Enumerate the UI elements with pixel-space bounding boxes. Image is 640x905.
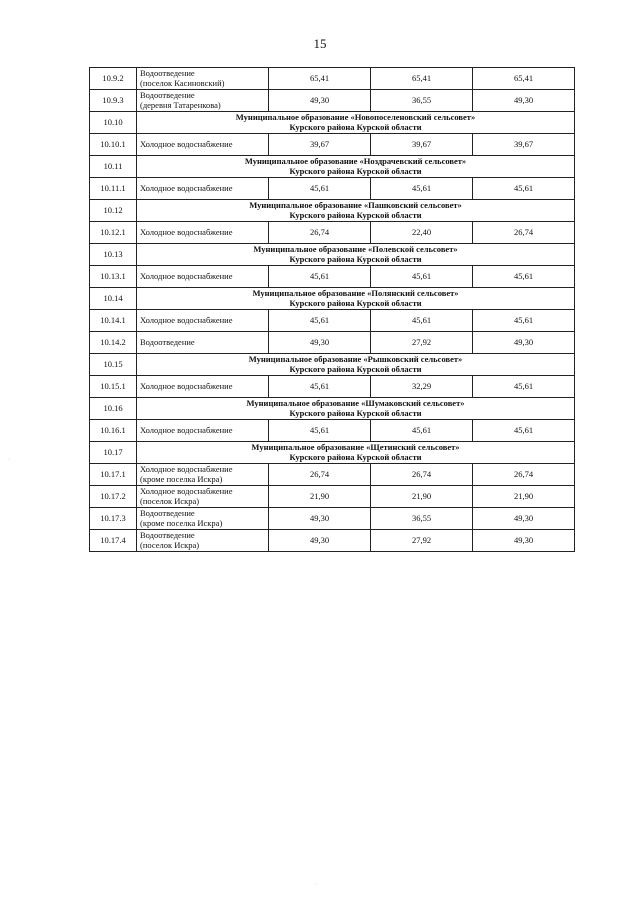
row-number: 10.17	[90, 442, 137, 464]
tariff-value-v2: 26,74	[371, 464, 473, 486]
municipality-header-line: Муниципальное образование «Шумаковский сельсовет»	[246, 398, 465, 408]
service-name	[137, 266, 269, 288]
municipality-header-line: Курского района Курской области	[289, 253, 422, 264]
page-number: 15	[313, 36, 327, 51]
service-name	[137, 508, 269, 530]
tariff-value-v1: 45,61	[269, 376, 371, 398]
service-name-line: (поселок Касиновский)	[140, 77, 225, 88]
row-number: 10.13	[90, 244, 137, 266]
tariff-value-v3: 49,30	[473, 332, 575, 354]
table-row	[90, 134, 575, 156]
service-name-line: Водоотведение	[140, 336, 195, 347]
section-header-row	[90, 200, 575, 222]
tariff-value-v3: 45,61	[473, 178, 575, 200]
tariff-value-v1: 26,74	[269, 222, 371, 244]
service-name-line: Холодное водоснабжение	[140, 226, 233, 237]
service-name-line: Холодное водоснабжение	[140, 138, 233, 149]
municipality-header-line: Муниципальное образование «Новопоселеновский сельсовет»	[235, 112, 476, 122]
tariff-value-v3: 65,41	[473, 68, 575, 90]
municipality-header	[137, 200, 575, 222]
row-number: 10.17.3	[90, 508, 137, 530]
service-name-line: Холодное водоснабжение	[140, 380, 233, 391]
service-name	[137, 332, 269, 354]
row-number: 10.11	[90, 156, 137, 178]
municipality-header-line: Курского района Курской области	[289, 363, 422, 374]
row-number: 10.17.2	[90, 486, 137, 508]
municipality-header	[137, 156, 575, 178]
municipality-header-line: Курского района Курской области	[289, 407, 422, 418]
service-name-line: (поселок Искра)	[140, 495, 200, 506]
tariff-value-v1: 49,30	[269, 332, 371, 354]
row-number: 10.13.1	[90, 266, 137, 288]
service-name-line: Водоотведение	[140, 530, 195, 540]
municipality-header-line: Курского района Курской области	[289, 451, 422, 462]
service-name	[137, 530, 269, 552]
municipality-header	[137, 442, 575, 464]
row-number: 10.11.1	[90, 178, 137, 200]
service-name-line: Холодное водоснабжение	[140, 270, 233, 281]
service-name	[137, 420, 269, 442]
table-row	[90, 68, 575, 90]
municipality-header-line: Курского района Курской области	[289, 209, 422, 220]
municipality-header	[137, 398, 575, 420]
tariff-value-v3: 26,74	[473, 464, 575, 486]
municipality-header-line: Курского района Курской области	[289, 297, 422, 308]
service-name	[137, 178, 269, 200]
table-row	[90, 420, 575, 442]
tariff-value-v2: 39,67	[371, 134, 473, 156]
row-number: 10.9.3	[90, 90, 137, 112]
service-name	[137, 310, 269, 332]
service-name-line: (кроме поселка Искра)	[140, 473, 223, 484]
tariff-value-v1: 45,61	[269, 178, 371, 200]
tariff-value-v3: 45,61	[473, 420, 575, 442]
service-name-line: Водоотведение	[140, 90, 195, 100]
row-number: 10.15	[90, 354, 137, 376]
service-name	[137, 134, 269, 156]
section-header-row	[90, 156, 575, 178]
tariff-value-v3: 49,30	[473, 90, 575, 112]
section-header-row	[90, 244, 575, 266]
tariff-value-v3: 21,90	[473, 486, 575, 508]
service-name	[137, 486, 269, 508]
tariff-value-v2: 27,92	[371, 530, 473, 552]
tariff-value-v2: 21,90	[371, 486, 473, 508]
tariff-value-v2: 65,41	[371, 68, 473, 90]
tariff-value-v3: 39,67	[473, 134, 575, 156]
table-row	[90, 266, 575, 288]
margin-mark: ·	[8, 457, 10, 463]
row-number: 10.16.1	[90, 420, 137, 442]
table-row	[90, 178, 575, 200]
section-header-row	[90, 354, 575, 376]
municipality-header	[137, 244, 575, 266]
service-name	[137, 464, 269, 486]
municipality-header-line: Муниципальное образование «Рышковский сельсовет»	[248, 354, 463, 364]
service-name-line: Холодное водоснабжение	[140, 182, 233, 193]
table-row	[90, 90, 575, 112]
tariff-value-v3: 49,30	[473, 508, 575, 530]
table-row	[90, 376, 575, 398]
table-row	[90, 222, 575, 244]
tariff-value-v3: 45,61	[473, 376, 575, 398]
tariff-value-v2: 27,92	[371, 332, 473, 354]
tariff-value-v2: 36,55	[371, 90, 473, 112]
tariff-value-v2: 45,61	[371, 266, 473, 288]
table-row	[90, 486, 575, 508]
tariff-value-v2: 22,40	[371, 222, 473, 244]
service-name	[137, 90, 269, 112]
municipality-header-line: Курского района Курской области	[289, 165, 422, 176]
tariff-value-v2: 36,55	[371, 508, 473, 530]
tariff-value-v1: 65,41	[269, 68, 371, 90]
municipality-header-line: Муниципальное образование «Полянский сельсовет»	[252, 288, 459, 298]
table-row	[90, 508, 575, 530]
municipality-header	[137, 112, 575, 134]
municipality-header-line: Муниципальное образование «Пашковский сельсовет»	[249, 200, 462, 210]
tariff-value-v2: 45,61	[371, 310, 473, 332]
table-row	[90, 530, 575, 552]
service-name-line: Холодное водоснабжение	[140, 464, 233, 474]
tariff-value-v1: 45,61	[269, 266, 371, 288]
row-number: 10.15.1	[90, 376, 137, 398]
section-header-row	[90, 398, 575, 420]
table-row	[90, 464, 575, 486]
tariff-value-v2: 45,61	[371, 420, 473, 442]
service-name-line: Водоотведение	[140, 508, 195, 518]
tariff-value-v1: 26,74	[269, 464, 371, 486]
tariff-value-v3: 45,61	[473, 266, 575, 288]
service-name-line: (деревня Татаренкова)	[140, 99, 221, 110]
table-row	[90, 332, 575, 354]
municipality-header	[137, 354, 575, 376]
section-header-row	[90, 442, 575, 464]
row-number: 10.14	[90, 288, 137, 310]
service-name-line: Водоотведение	[140, 68, 195, 78]
service-name	[137, 222, 269, 244]
tariff-value-v2: 32,29	[371, 376, 473, 398]
service-name	[137, 68, 269, 90]
service-name-line: Холодное водоснабжение	[140, 486, 233, 496]
row-number: 10.10.1	[90, 134, 137, 156]
tariff-value-v3: 49,30	[473, 530, 575, 552]
tariff-value-v1: 45,61	[269, 310, 371, 332]
tariff-value-v1: 39,67	[269, 134, 371, 156]
row-number: 10.14.1	[90, 310, 137, 332]
tariff-value-v3: 26,74	[473, 222, 575, 244]
municipality-header-line: Муниципальное образование «Полевской сельсовет»	[253, 244, 458, 254]
service-name-line: (кроме поселка Искра)	[140, 517, 223, 528]
row-number: 10.17.1	[90, 464, 137, 486]
tariff-value-v2: 45,61	[371, 178, 473, 200]
row-number: 10.10	[90, 112, 137, 134]
section-header-row	[90, 112, 575, 134]
tariff-value-v1: 45,61	[269, 420, 371, 442]
margin-mark: ·	[315, 882, 317, 888]
tariff-value-v1: 21,90	[269, 486, 371, 508]
section-header-row	[90, 288, 575, 310]
service-name-line: Холодное водоснабжение	[140, 424, 233, 435]
tariff-value-v1: 49,30	[269, 508, 371, 530]
service-name	[137, 376, 269, 398]
table-row	[90, 310, 575, 332]
row-number: 10.12.1	[90, 222, 137, 244]
row-number: 10.16	[90, 398, 137, 420]
tariff-value-v3: 45,61	[473, 310, 575, 332]
row-number: 10.14.2	[90, 332, 137, 354]
tariff-table	[89, 67, 575, 552]
service-name-line: (поселок Искра)	[140, 539, 200, 550]
municipality-header-line: Муниципальное образование «Щетинский сельсовет»	[251, 442, 460, 452]
municipality-header-line: Муниципальное образование «Ноздрачевский сельсовет»	[244, 156, 467, 166]
municipality-header-line: Курского района Курской области	[289, 121, 422, 132]
tariff-table-body	[90, 68, 575, 552]
row-number: 10.9.2	[90, 68, 137, 90]
municipality-header	[137, 288, 575, 310]
service-name-line: Холодное водоснабжение	[140, 314, 233, 325]
row-number: 10.17.4	[90, 530, 137, 552]
tariff-value-v1: 49,30	[269, 90, 371, 112]
tariff-value-v1: 49,30	[269, 530, 371, 552]
row-number: 10.12	[90, 200, 137, 222]
